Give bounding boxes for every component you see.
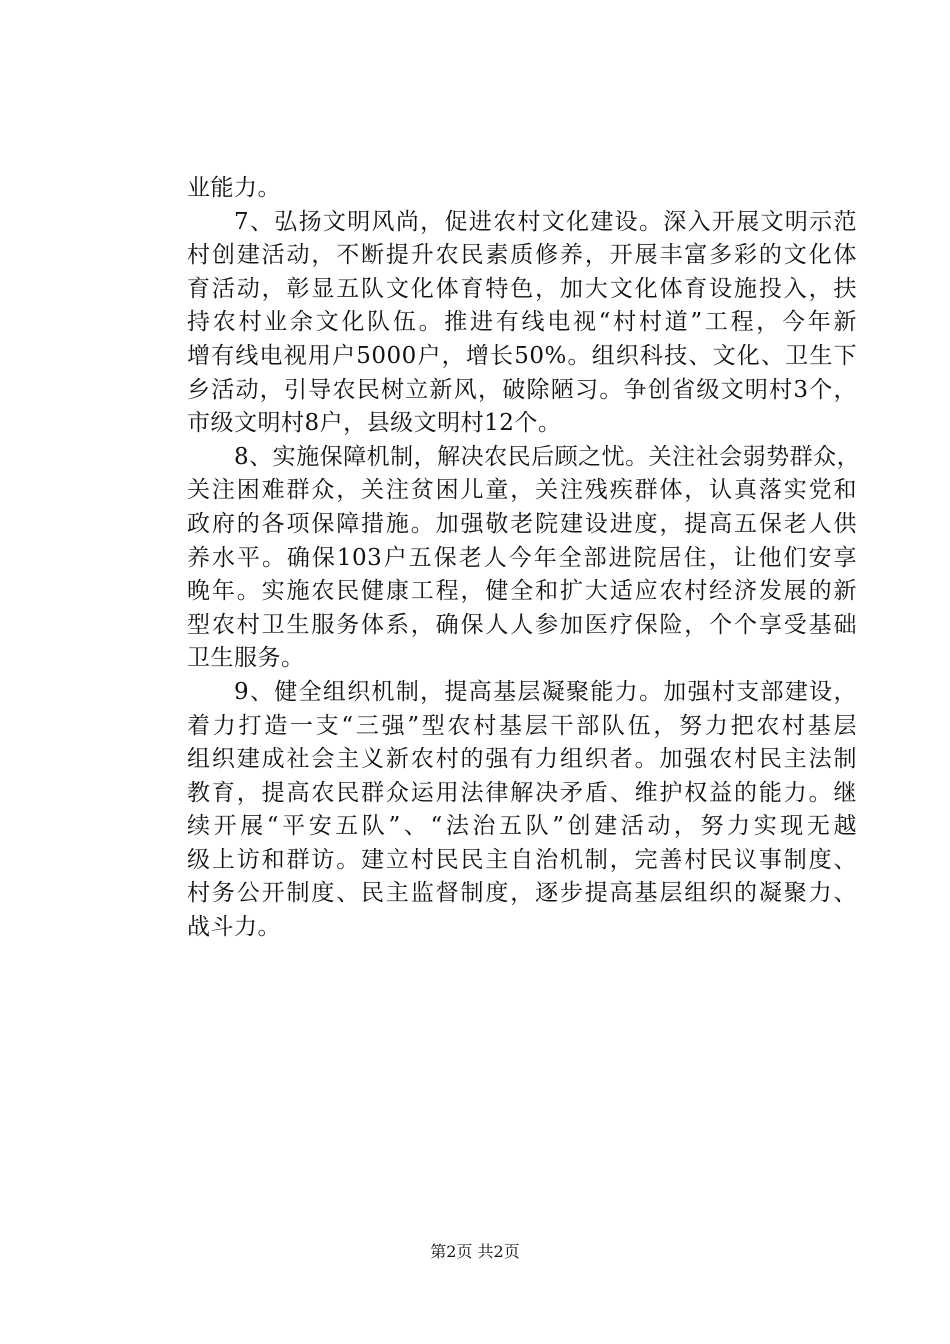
text-line: 晚年。实施农民健康工程，健全和扩大适应农村经济发展的新	[187, 578, 857, 605]
text-line: 市级文明村8户，县级文明村12个。	[187, 410, 562, 437]
text-line: 政府的各项保障措施。加强敬老院建设进度，提高五保老人供	[187, 510, 857, 537]
text-line: 业能力。	[187, 175, 281, 201]
text-line: 村务公开制度、民主监督制度，逐步提高基层组织的凝聚力、	[187, 880, 857, 907]
text-line: 卫生服务。	[187, 645, 305, 672]
text-line: 组织建成社会主义新农村的强有力组织者。加强农村民主法制	[187, 746, 857, 773]
text-line: 型农村卫生服务体系，确保人人参加医疗保险，个个享受基础	[187, 611, 857, 638]
text-line: 级上访和群访。建立村民民主自治机制，完善村民议事制度、	[187, 846, 857, 873]
text-line: 战斗力。	[187, 914, 281, 941]
text-line: 乡活动，引导农民树立新风，破除陋习。争创省级文明村3个，	[187, 376, 857, 403]
paragraph-8-line: 8、实施保障机制，解决农民后顾之忧。关注社会弱势群众，	[234, 443, 861, 470]
text-line: 增有线电视用户5000户，增长50%。组织科技、文化、卫生下	[187, 342, 857, 369]
document-body	[187, 172, 861, 945]
paragraph-7-line: 7、弘扬文明风尚，促进农村文化建设。深入开展文明示范	[234, 208, 857, 235]
text-line: 育活动，彰显五队文化体育特色，加大文化体育设施投入，扶	[187, 275, 857, 302]
text-line: 教育，提高农民群众运用法律解决矛盾、维护权益的能力。继	[187, 779, 857, 806]
page-footer: 第2页 共2页	[430, 1242, 520, 1261]
paragraph-9-line: 9、健全组织机制，提高基层凝聚能力。加强村支部建设，	[234, 678, 857, 705]
text-line: 关注困难群众，关注贫困儿童，关注残疾群体，认真落实党和	[187, 477, 857, 504]
text-line: 养水平。确保103户五保老人今年全部进院居住，让他们安享	[187, 544, 857, 571]
text-line: 持农村业余文化队伍。推进有线电视“村村道”工程，今年新	[187, 309, 857, 336]
text-line: 村创建活动，不断提升农民素质修养，开展丰富多彩的文化体	[187, 242, 857, 269]
text-line: 着力打造一支“三强”型农村基层干部队伍，努力把农村基层	[187, 712, 857, 739]
text-line: 续开展“平安五队”、“法治五队”创建活动，努力实现无越	[187, 813, 857, 840]
